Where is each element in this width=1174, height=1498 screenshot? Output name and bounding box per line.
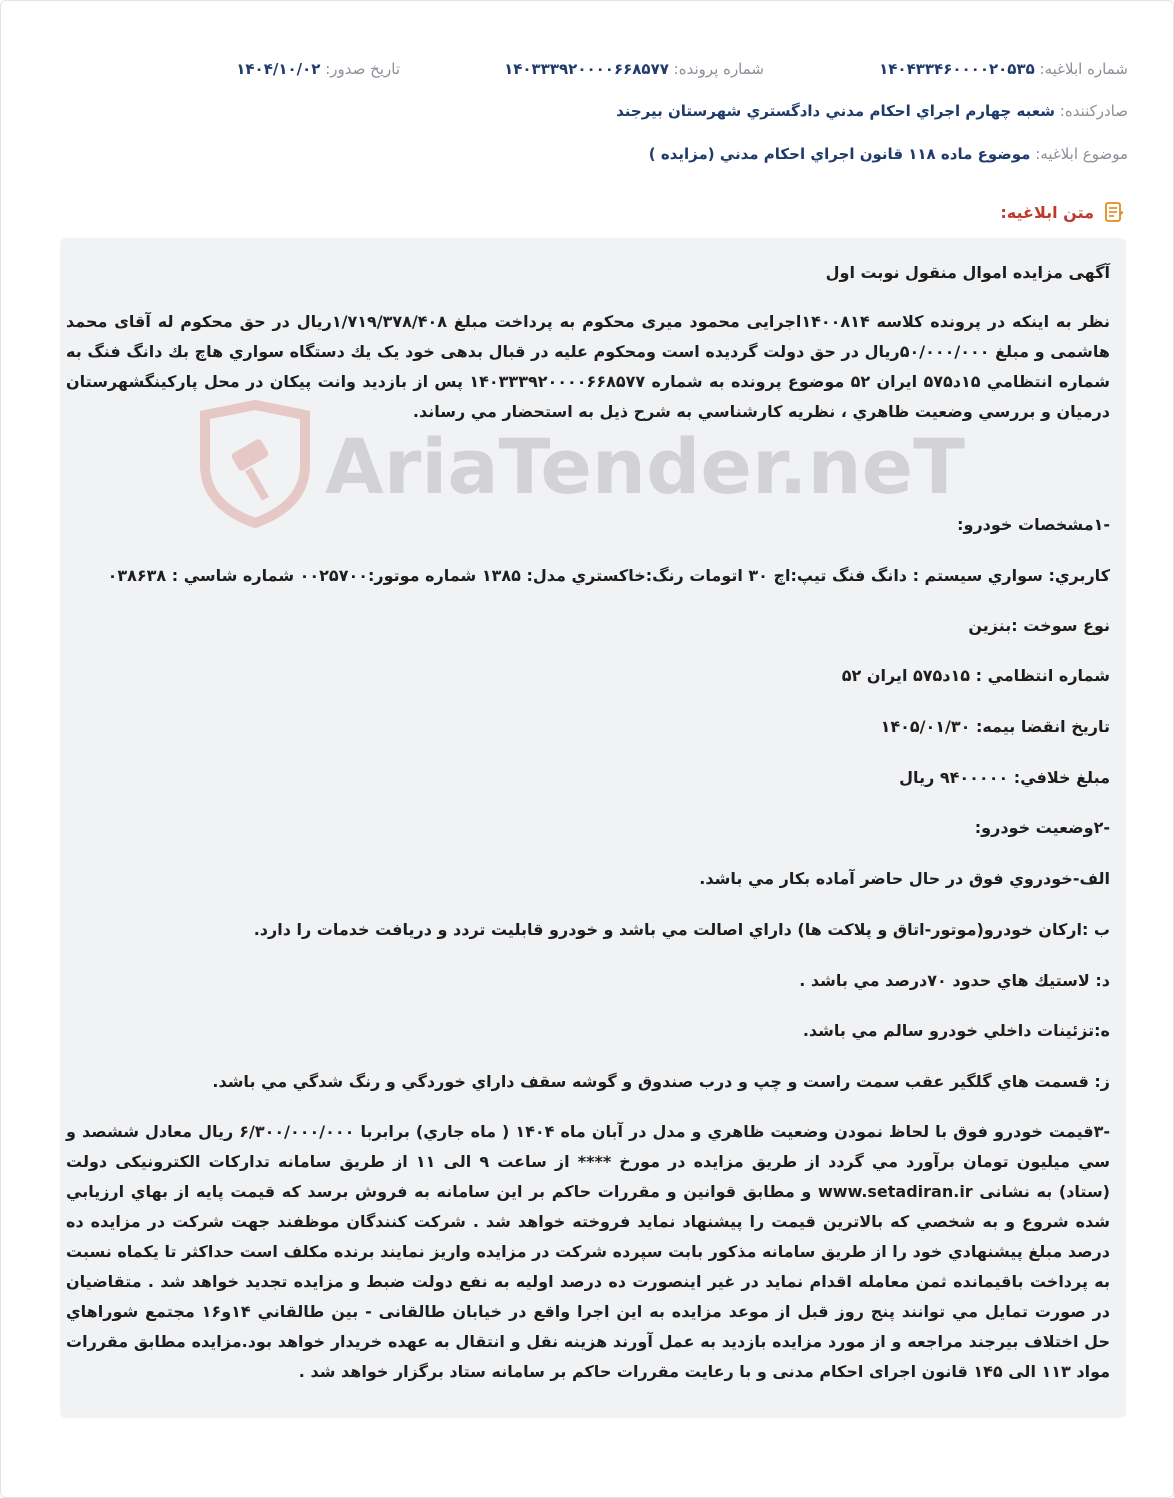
status-z: ز: قسمت هاي گلگير عقب سمت راست و چپ و درب صندوق و گوشه سقف داراي خوردگي و رنگ شدگي مي باشد. (212, 1072, 1110, 1091)
issue-date-label: تاريخ صدور: (325, 60, 400, 78)
status-b: ب :اركان خودرو(موتور-اتاق و پلاكت ها) داراي اصالت مي باشد و خودرو قابليت تردد و دريافت خدمات را دارد. (253, 920, 1110, 939)
notice-number (879, 58, 1128, 80)
specs-title: -۱مشخصات خودرو: (957, 515, 1110, 534)
fine-amount: مبلغ خلافي: ۹۴۰۰۰۰۰ ريال (899, 768, 1110, 787)
issue-date (236, 58, 400, 80)
subject-label: موضوع ابلاغيه: (1035, 145, 1128, 163)
status-d: د: لاستيك هاي حدود ۷۰درصد مي باشد . (799, 971, 1110, 990)
notice-text-title: متن ابلاغيه: (1000, 202, 1094, 222)
price-paragraph: -۳قيمت خودرو فوق با لحاظ نمودن وضعيت ظاهري و مدل در آبان ماه ۱۴۰۴ ( ماه جاري) برابربا ۶/۳۰۰/۰۰۰/۰۰۰ ريال معادل ششصد و سي ميليون تومان برآورد مي گردد از طريق مزايده در مورخ **** از ساعت ۹ الی ۱۱ از طريق سامانه تداركات الكترونيكی دولت (ستاد) به نشانی www.setadiran.ir و مطابق قوانين و مقررات حاكم بر اين سامانه به فروش برسد كه قيمت پايه از بهاي ارزيابي شده شروع و به شخصي كه بالاترين قيمت را پيشنهاد نمايد فروخته خواهد شد . شركت كنندگان موظفند جهت شركت در مزايده ده درصد مبلغ پيشنهادي خود را از طريق سامانه مذكور بابت سپرده شركت در مزايده واريز نمايند برنده مكلف است حداكثر تا يكماه نسبت به پرداخت باقيمانده ثمن معامله اقدام نمايد در غير اينصورت ده درصد اوليه به نفع دولت ضبط و مزايده تجديد خواهد شد . متقاضيان در صورت تمايل مي توانند پنج روز قبل از موعد مزايده به اين اجرا واقع در خيابان طالقانی - بين طالقاني ۱۴و۱۶ مجتمع شوراهاي حل اختلاف بيرجند مراجعه و از مورد مزايده بازديد به عمل آورند هزينه نقل و انتقال به عهده خريدار خواهد بود.مزايده مطابق مقررات مواد ۱۱۳ الی ۱۴۵ قانون اجرای احكام مدنی و با رعايت مقررات حاكم بر سامانه ستاد برگزار خواهد شد . (66, 1122, 1111, 1381)
status-h: ه:تزئينات داخلي خودرو سالم مي باشد. (802, 1021, 1110, 1040)
notice-number-value: ۱۴۰۴۳۳۴۶۰۰۰۰۲۰۵۳۵ (879, 60, 1035, 78)
insurance-expiry: تاريخ انقضا بيمه: ۱۴۰۵/۰۱/۳۰ (880, 717, 1110, 736)
notice-text-heading (1000, 200, 1126, 224)
fuel-type: نوع سوخت :بنزين (968, 616, 1110, 635)
document-icon (1102, 200, 1126, 224)
notice-heading: آگهی مزایده اموال منقول نوبت اول (825, 263, 1110, 282)
issuer-value: شعبه چهارم اجراي احكام مدني دادگستري شهرستان بيرجند (616, 102, 1055, 120)
case-number (504, 58, 764, 80)
status-title: -۲وضعيت خودرو: (974, 818, 1110, 837)
intro-paragraph: نظر به اينكه در پرونده كلاسه ۱۴۰۰۸۱۴اجرایی محمود ميری محكوم به پرداخت مبلغ ۱/۷۱۹/۳۷۸/۴۰۸ريال در حق محكوم له آقای محمد هاشمی و مبلغ ۵۰/۰۰۰/۰۰۰ريال در حق دولت گرديده است ومحكوم عليه در قبال بدهی خود یک يك دستگاه سواري هاچ بك دانگ فنگ به شماره انتظامي ۱۵د۵۷۵ ایران ۵۲ موضوع پرونده به شماره ۱۴۰۳۳۳۹۲۰۰۰۰۶۶۸۵۷۷ پس از بازديد وانت پيكان در محل پاركينگشهرستان درميان و بررسي وضعيت ظاهري ، نظريه كارشناسي به شرح ذيل به استحضار مي رساند. (66, 312, 1111, 421)
issue-date-value: ۱۴۰۴/۱۰/۰۲ (236, 60, 321, 78)
issuer-label: صادرکننده: (1059, 102, 1128, 120)
case-number-label: شماره پرونده: (673, 60, 764, 78)
specs-line: كاربري: سواري سيستم : دانگ فنگ تيپ:اچ ۳۰ اتومات رنگ:خاكستري مدل: ۱۳۸۵ شماره موتور:۰۰۲۵۷۰۰ شماره شاسي : ۰۳۸۶۳۸ (107, 566, 1110, 585)
watermark-text: AriaTender.neT (325, 422, 965, 511)
plate-number: شماره انتظامي : ۱۵د۵۷۵ ایران ۵۲ (841, 666, 1110, 685)
header-row-subject (46, 143, 1128, 165)
case-number-value: ۱۴۰۳۳۳۹۲۰۰۰۰۶۶۸۵۷۷ (504, 60, 669, 78)
header-row-issuer (46, 100, 1128, 122)
subject-value: موضوع ماده ۱۱۸ قانون اجراي احكام مدني (مزايده ) (648, 145, 1031, 163)
status-a: الف-خودروي فوق در حال حاضر آماده بكار مي باشد. (699, 869, 1110, 888)
notice-number-label: شماره ابلاغيه: (1039, 60, 1128, 78)
